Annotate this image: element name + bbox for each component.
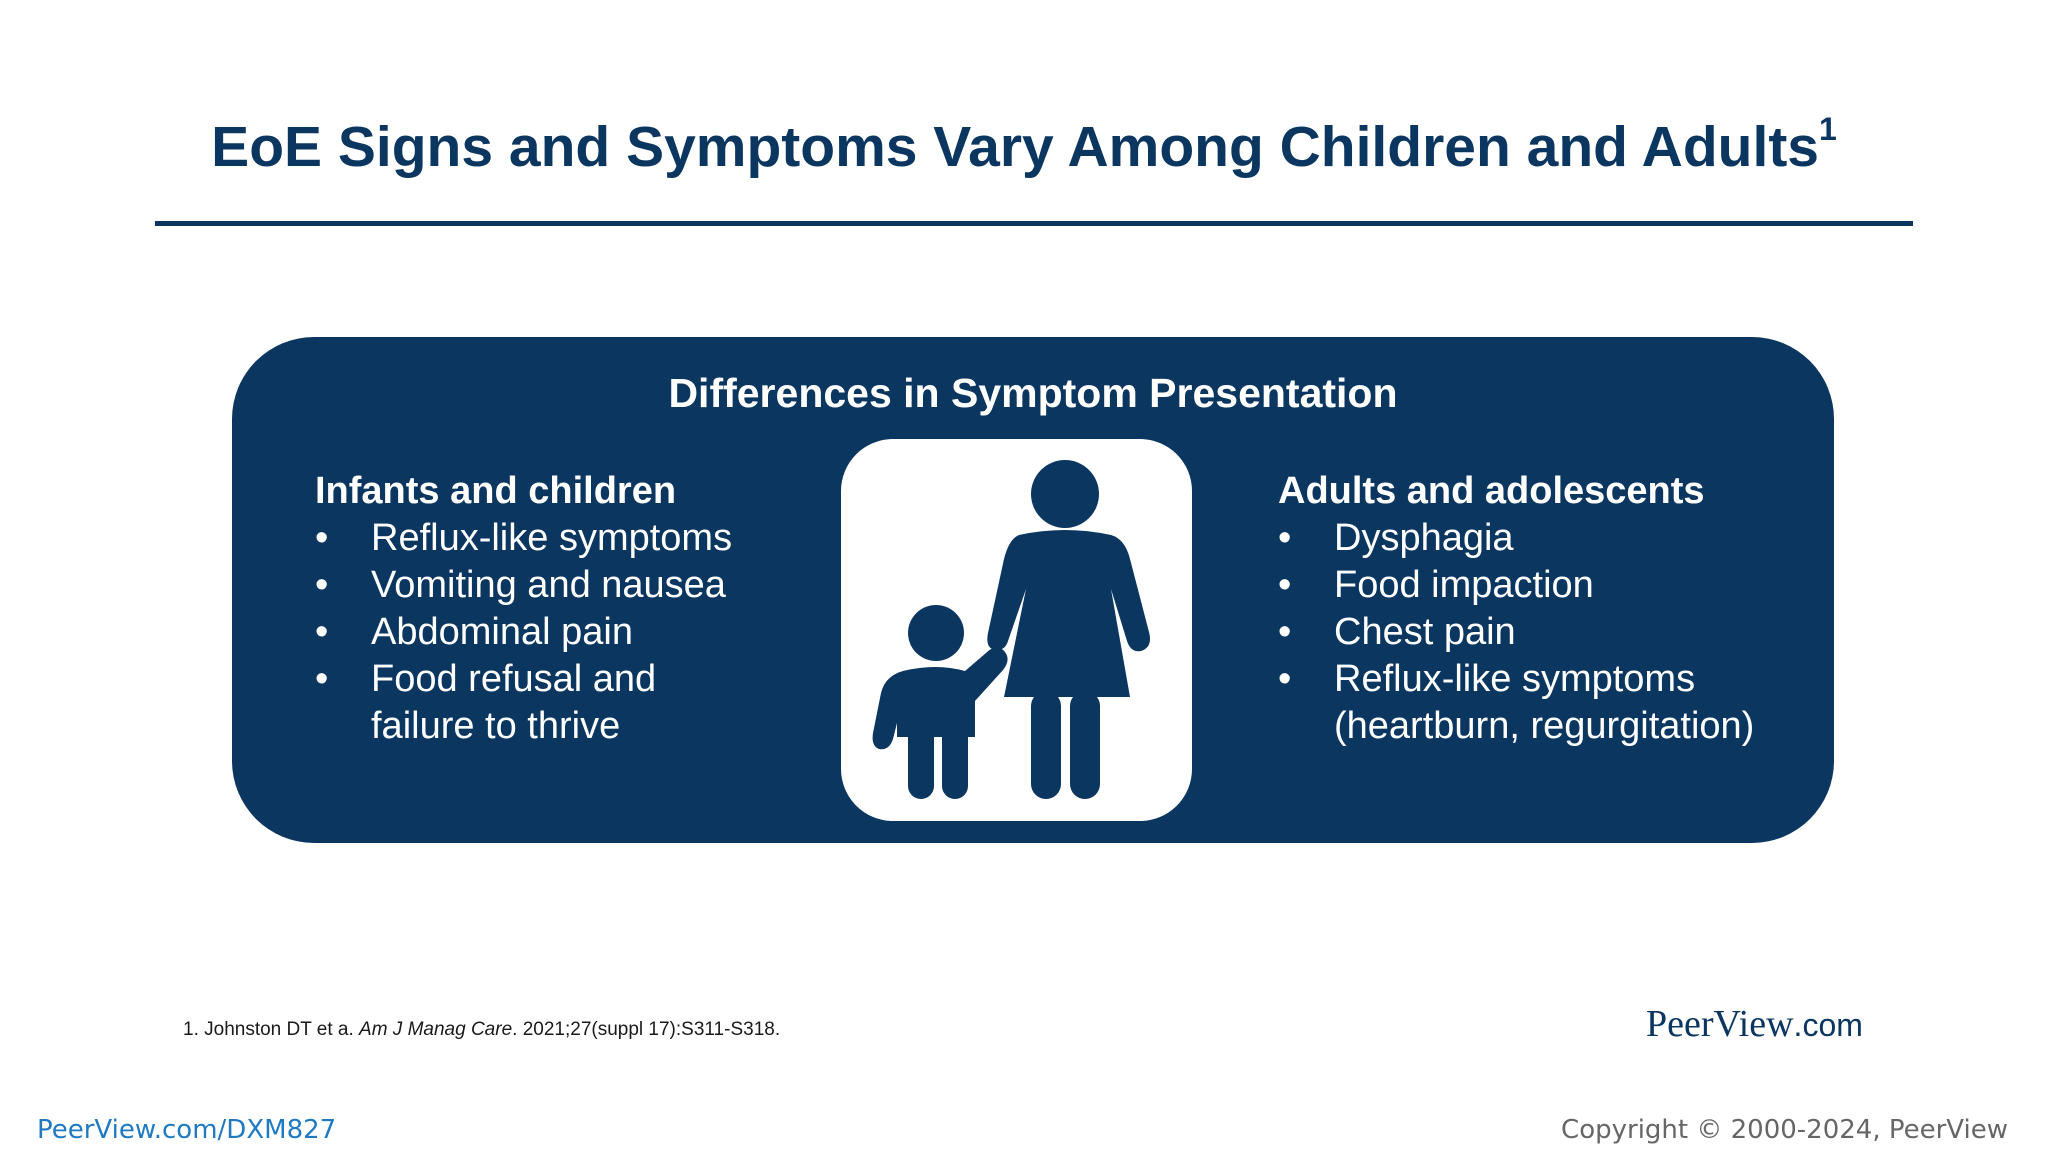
adults-adolescents-list — [1278, 515, 1798, 750]
bullet-marker: • — [315, 611, 329, 653]
reference-citation — [183, 1018, 780, 1042]
peerview-logo — [1646, 1001, 1863, 1048]
program-url-link[interactable]: PeerView.com/DXM827 — [37, 1115, 337, 1145]
slide-title-text: EoE Signs and Symptoms Vary Among Children and Adults — [211, 115, 1820, 179]
child-right-leg-icon-part — [942, 719, 968, 799]
logo-wordmark: PeerView — [1646, 1003, 1794, 1045]
parent-and-child-icon — [841, 439, 1192, 821]
adult-head-icon-part — [1031, 460, 1099, 528]
list-item — [315, 515, 785, 562]
bullet-marker: • — [1278, 517, 1292, 559]
bullet-marker: • — [1278, 658, 1292, 700]
bullet-marker: • — [315, 658, 329, 700]
list-item-text: Reflux-like symptoms (heartburn, regurgitation) — [1334, 658, 1755, 747]
logo-domain: .com — [1793, 1007, 1863, 1043]
child-body-icon-part — [873, 647, 1008, 749]
adult-right-leg-icon-part — [1070, 691, 1100, 799]
slide-title — [0, 112, 2048, 182]
adults-adolescents-column — [1278, 467, 1798, 750]
title-reference-marker: 1 — [1819, 111, 1837, 147]
list-item-text: Food impaction — [1334, 564, 1594, 606]
citation-journal: Am J Manag Care — [359, 1019, 513, 1040]
adult-body-icon-part — [987, 530, 1150, 697]
citation-suffix: . 2021;27(suppl 17):S311-S318. — [512, 1019, 781, 1040]
child-left-leg-icon-part — [908, 719, 934, 799]
adults-adolescents-heading: Adults and adolescents — [1278, 470, 1705, 512]
child-head-icon-part — [908, 605, 964, 661]
adult-left-leg-icon-part — [1031, 691, 1061, 799]
list-item-text: Chest pain — [1334, 611, 1516, 653]
list-item — [1278, 656, 1794, 750]
list-item-text: Dysphagia — [1334, 517, 1514, 559]
bullet-marker: • — [315, 517, 329, 559]
infants-children-heading: Infants and children — [315, 470, 677, 512]
list-item-text: Vomiting and nausea — [371, 564, 726, 606]
list-item-text: Abdominal pain — [371, 611, 633, 653]
citation-prefix: 1. Johnston DT et a. — [183, 1019, 360, 1040]
copyright-notice: Copyright © 2000-2024, PeerView — [1561, 1115, 2008, 1145]
bullet-marker: • — [1278, 611, 1292, 653]
list-item — [315, 609, 785, 656]
bullet-marker: • — [1278, 564, 1292, 606]
list-item — [315, 562, 785, 609]
infants-children-list — [315, 515, 785, 750]
bullet-marker: • — [315, 564, 329, 606]
list-item — [1278, 562, 1798, 609]
title-divider — [155, 221, 1913, 226]
list-item — [315, 656, 691, 750]
list-item-text: Reflux-like symptoms — [371, 517, 733, 559]
list-item-text: Food refusal and failure to thrive — [371, 658, 657, 747]
list-item — [1278, 609, 1798, 656]
symptom-panel — [232, 337, 1834, 843]
icon-tile — [841, 439, 1192, 821]
panel-heading: Differences in Symptom Presentation — [668, 370, 1398, 416]
infants-children-column — [315, 467, 785, 750]
list-item — [1278, 515, 1798, 562]
